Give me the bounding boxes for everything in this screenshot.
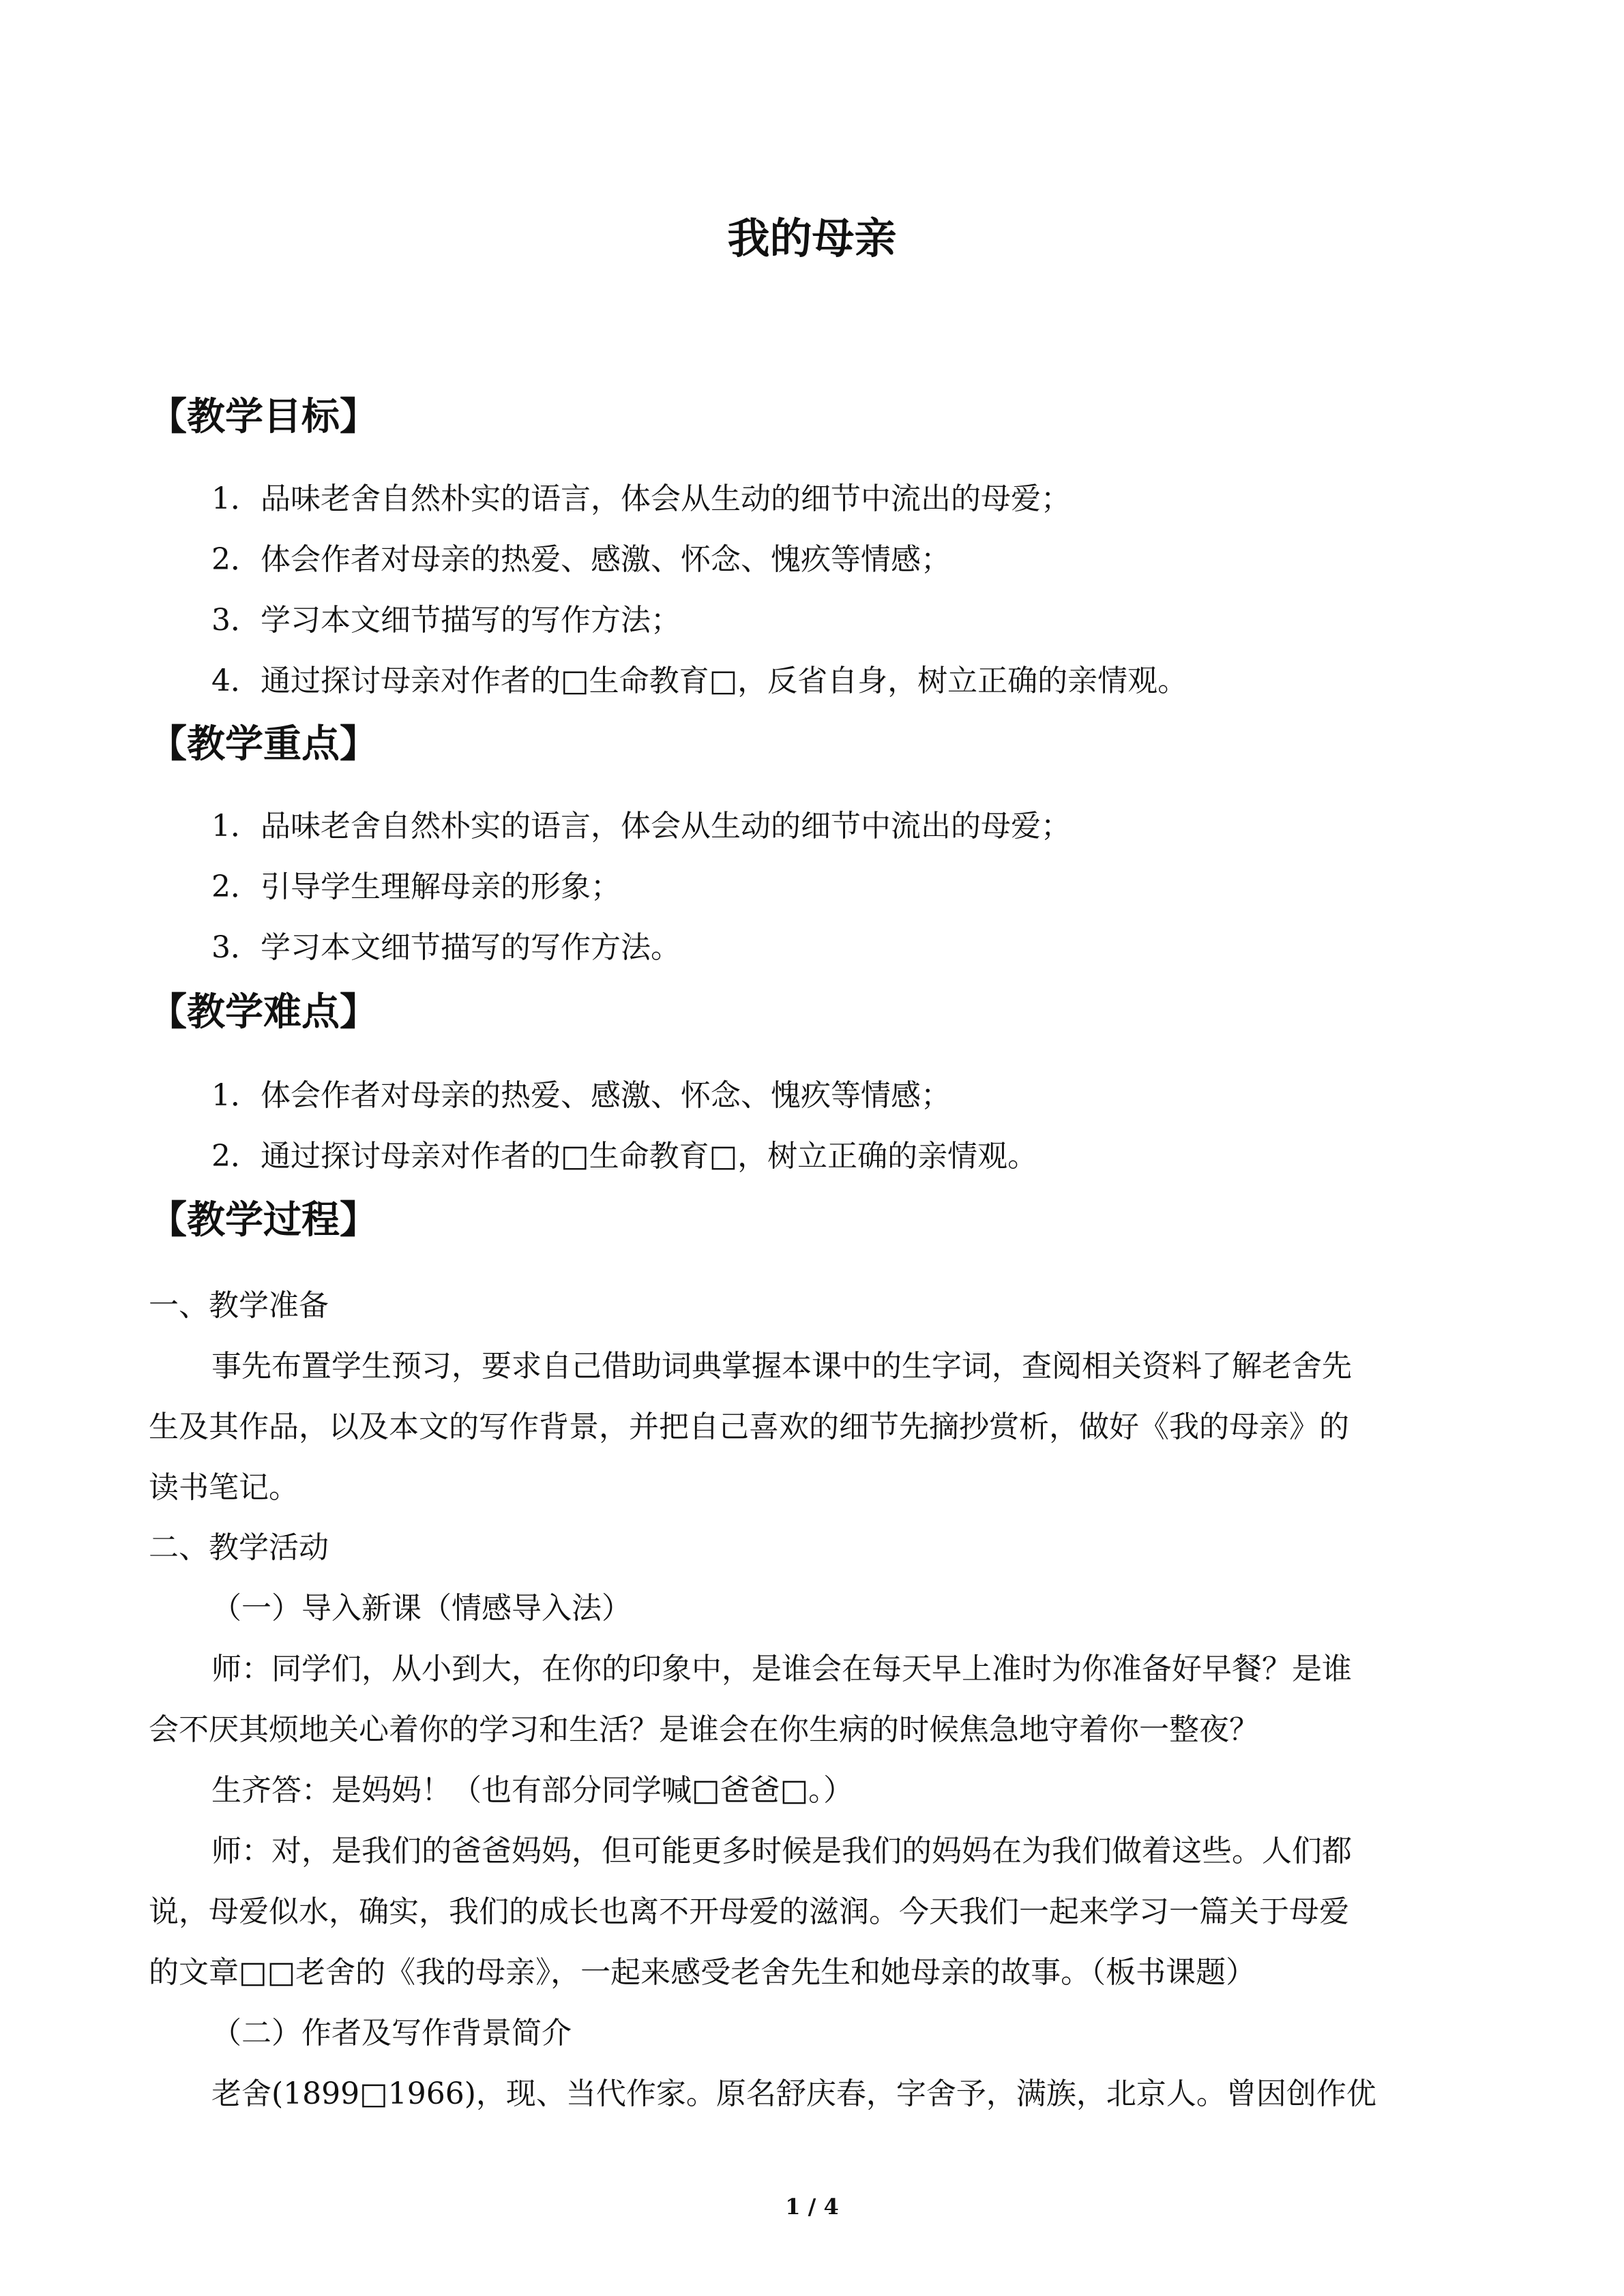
objective-item: 2．体会作者对母亲的热爱、感激、怀念、愧疚等情感； — [211, 542, 951, 577]
teacher-intro-line: 的文章□□老舍的《我的母亲》，一起来感受老舍先生和她母亲的故事。（板书课题） — [149, 1955, 1256, 1990]
preparation-paragraph-line: 生及其作品，以及本文的写作背景，并把自己喜欢的细节先摘抄赏析，做好《我的母亲》的 — [149, 1410, 1349, 1444]
teacher-question-line: 会不厌其烦地关心着你的学习和生活？是谁会在你生病的时候焦急地守着你一整夜？ — [149, 1712, 1259, 1747]
section-title-preparation: 一、教学准备 — [149, 1288, 329, 1323]
objective-item: 1．品味老舍自然朴实的语言，体会从生动的细节中流出的母爱； — [211, 481, 1071, 516]
preparation-paragraph-line: 读书笔记。 — [149, 1470, 299, 1505]
teacher-intro-line: 师：对，是我们的爸爸妈妈，但可能更多时候是我们的妈妈在为我们做着这些。人们都 — [211, 1834, 1352, 1868]
author-intro-line: 老舍(1899□1966)，现、当代作家。原名舒庆春，字舍予，满族，北京人。曾因创作优 — [211, 2076, 1376, 2111]
objectives-heading: 【教学目标】 — [149, 395, 378, 439]
key-point-item: 2．引导学生理解母亲的形象； — [211, 869, 621, 904]
objective-item: 3．学习本文细节描写的写作方法； — [211, 603, 681, 638]
page-number: 1 / 4 — [785, 2194, 839, 2220]
difficult-point-item: 2．通过探讨母亲对作者的□生命教育□，树立正确的亲情观。 — [211, 1139, 1038, 1174]
process-heading: 【教学过程】 — [149, 1198, 378, 1242]
teacher-question-line: 师：同学们，从小到大，在你的印象中，是谁会在每天早上准时为你准备好早餐？是谁 — [211, 1652, 1352, 1686]
key-point-item: 1．品味老舍自然朴实的语言，体会从生动的细节中流出的母爱； — [211, 809, 1071, 844]
section-title-activities: 二、教学活动 — [149, 1530, 329, 1565]
key-points-heading: 【教学重点】 — [149, 722, 378, 766]
subsection-title-author: （二）作者及写作背景简介 — [211, 2016, 572, 2051]
document-title: 我的母亲 — [727, 213, 897, 263]
difficult-point-item: 1．体会作者对母亲的热爱、感激、怀念、愧疚等情感； — [211, 1078, 951, 1113]
subsection-title-intro: （一）导入新课（情感导入法） — [211, 1591, 632, 1626]
difficult-points-heading: 【教学难点】 — [149, 990, 378, 1034]
student-answer-line: 生齐答：是妈妈！（也有部分同学喊□爸爸□。） — [211, 1773, 854, 1808]
teacher-intro-line: 说，母爱似水，确实，我们的成长也离不开母爱的滋润。今天我们一起来学习一篇关于母爱 — [149, 1894, 1349, 1929]
preparation-paragraph-line: 事先布置学生预习，要求自己借助词典掌握本课中的生字词，查阅相关资料了解老舍先 — [211, 1349, 1352, 1384]
objective-item: 4．通过探讨母亲对作者的□生命教育□，反省自身，树立正确的亲情观。 — [211, 664, 1188, 698]
key-point-item: 3．学习本文细节描写的写作方法。 — [211, 930, 681, 965]
